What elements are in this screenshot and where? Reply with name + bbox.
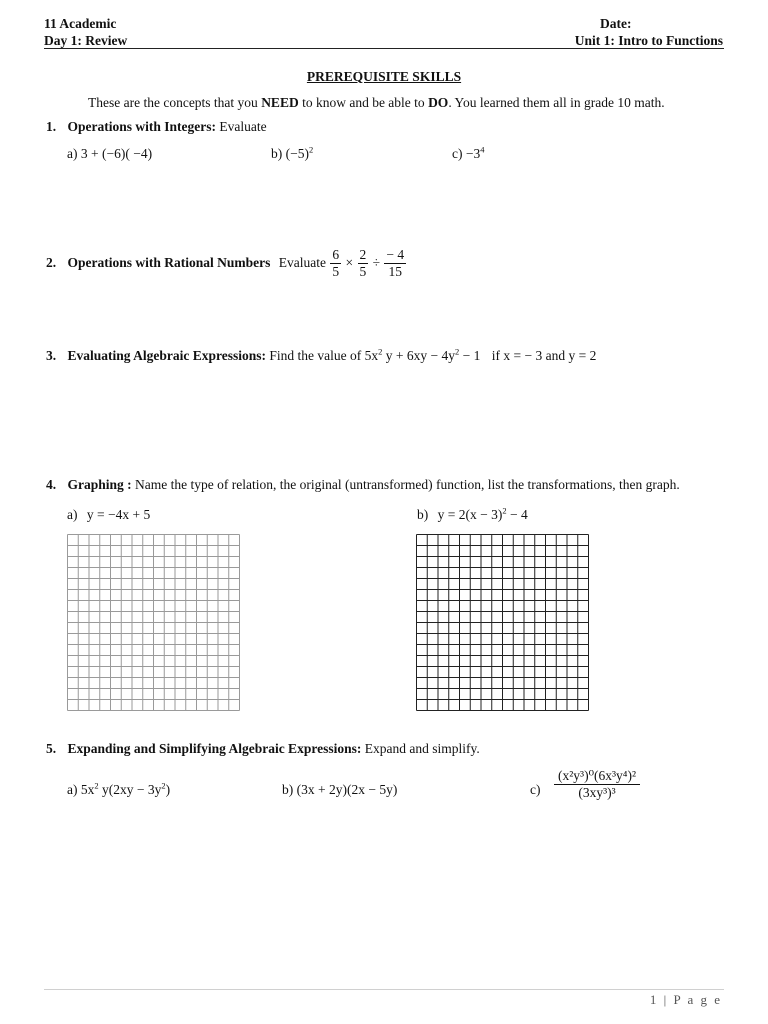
question-5c: [553, 768, 641, 800]
expr-term-b-exp: 2: [455, 346, 460, 357]
question-3-expression: [365, 348, 481, 363]
question-3-title: Evaluating Algebraic Expressions:: [67, 348, 267, 363]
fraction-2: [358, 247, 369, 279]
question-4-title: Graphing :: [67, 477, 132, 492]
question-2: [46, 247, 407, 279]
question-5c-numerator: (x²y³)⁰(6x³y⁴)²: [558, 768, 637, 783]
question-4a-label: a): [67, 507, 78, 522]
question-4-heading: [46, 477, 680, 493]
question-4b-equation-part1: y = 2(x − 3): [437, 507, 503, 522]
question-1c-base: c) −3: [452, 146, 481, 161]
divide-operator: ÷: [372, 255, 381, 271]
intro-part1: These are the concepts that you: [88, 95, 262, 110]
graph-grid-b-svg[interactable]: [416, 534, 589, 711]
question-1b: [271, 146, 313, 162]
page-number: 1 | P a g e: [649, 992, 722, 1007]
question-4-instruction: Name the type of relation, the original (untransformed) function, list the transformations, then graph.: [131, 477, 680, 492]
question-2-number: 2.: [46, 255, 57, 271]
question-4b-exponent: 2: [502, 505, 507, 516]
question-4b: [417, 507, 528, 523]
day-label: Day 1: Review: [44, 33, 128, 48]
question-3: [46, 348, 596, 364]
expr-term-c: − 1: [459, 348, 481, 363]
question-5-instruction: Expand and simplify.: [361, 741, 480, 756]
question-1a: a) 3 + (−6)( −4): [67, 146, 153, 161]
multiply-operator: ×: [345, 255, 354, 271]
question-5-heading: [46, 741, 480, 757]
question-1-instruction: Evaluate: [216, 119, 267, 134]
question-5c-denominator: (3xy³)³: [554, 784, 640, 801]
fraction-3: [384, 247, 406, 279]
fraction-3-denominator: 15: [384, 263, 406, 280]
question-1-title: Operations with Integers:: [67, 119, 216, 134]
question-3-instruction: Find the value of: [266, 348, 365, 363]
unit-label: Unit 1: Intro to Functions: [574, 33, 723, 48]
expr-term-b: y + 6xy − 4y: [382, 348, 455, 363]
intro-need: NEED: [261, 95, 299, 110]
question-5a-part1: a) 5x: [67, 782, 95, 797]
question-1c: [452, 146, 484, 162]
intro-text: [88, 95, 665, 111]
intro-part3: . You learned them all in grade 10 math.: [448, 95, 665, 110]
question-5a: [67, 782, 170, 798]
question-4-number: 4.: [46, 477, 57, 492]
question-1b-exponent: 2: [308, 144, 314, 155]
graph-grid-b[interactable]: [416, 534, 589, 711]
question-1b-base: b) (−5): [271, 146, 309, 161]
question-5c-fraction: [554, 768, 640, 800]
fraction-1-denominator: 5: [332, 263, 340, 279]
fraction-2-denominator: 5: [359, 263, 367, 279]
question-5-number: 5.: [46, 741, 57, 756]
fraction-3-numerator: − 4: [386, 247, 405, 262]
question-4b-label: b): [417, 507, 429, 522]
question-5a-exp1: 2: [94, 780, 99, 791]
question-3-number: 3.: [46, 348, 57, 363]
footer-divider: [44, 989, 724, 990]
graph-grid-a[interactable]: [67, 534, 240, 711]
question-5a-exp2: 2: [161, 780, 166, 791]
question-2-instruction: Evaluate: [278, 255, 326, 271]
question-1-heading: [46, 119, 267, 135]
question-1c-exponent: 4: [480, 144, 485, 155]
expr-term-a: 5x: [364, 348, 379, 363]
intro-part2: to know and be able to: [298, 95, 429, 110]
question-1-number: 1.: [46, 119, 57, 134]
header-divider: [44, 48, 724, 49]
fraction-2-numerator: 2: [359, 247, 367, 262]
date-label: Date:: [600, 16, 632, 31]
question-5a-part2: y(2xy − 3y: [98, 782, 162, 797]
question-5c-label: c): [530, 782, 541, 797]
graph-grid-a-svg[interactable]: [67, 534, 240, 711]
page-title: PREREQUISITE SKILLS: [306, 69, 462, 84]
question-5a-part3: ): [165, 782, 171, 797]
intro-do: DO: [428, 95, 449, 110]
fraction-1: [330, 247, 341, 279]
question-5b: b) (3x + 2y)(2x − 5y): [282, 782, 398, 797]
question-4a-equation: y = −4x + 5: [86, 507, 151, 522]
question-4b-equation-part2: − 4: [506, 507, 528, 522]
expr-term-a-exp: 2: [378, 346, 383, 357]
question-3-condition: if x = − 3 and y = 2: [491, 348, 597, 363]
fraction-1-numerator: 6: [332, 247, 340, 262]
question-5-title: Expanding and Simplifying Algebraic Expressions:: [67, 741, 362, 756]
question-4b-equation: [438, 507, 528, 522]
question-2-title: Operations with Rational Numbers: [67, 255, 271, 271]
course-name: 11 Academic: [44, 16, 117, 31]
question-4a: [67, 507, 150, 523]
